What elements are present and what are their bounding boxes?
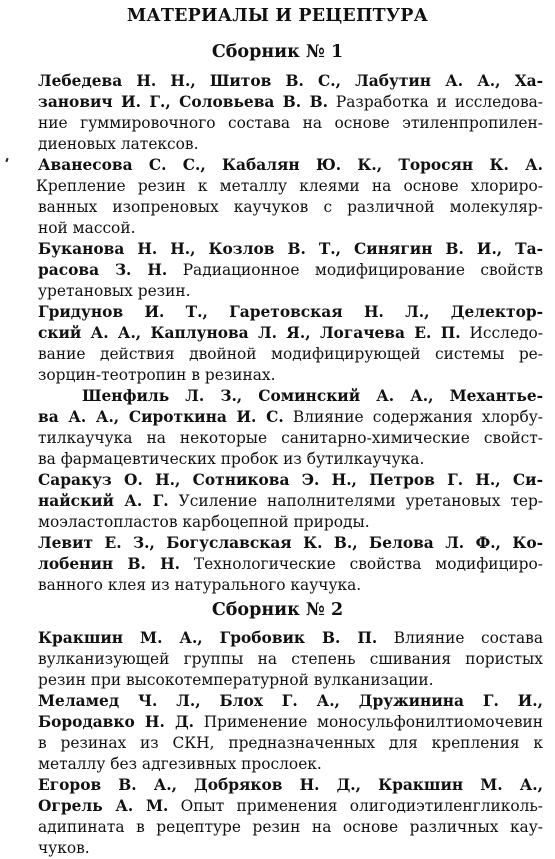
- author-names: Саракуз О. Н., Сотникова Э. Н., Петров Г. Н., Си-: [38, 471, 543, 489]
- paper-title-text: Крепление резин к металлу клеями на основе хлориро-: [36, 177, 543, 195]
- text-line: [38, 197, 543, 218]
- paper-title-text: в резинах из СКН, предназначенных для крепления к: [38, 734, 543, 752]
- author-names: Огрель А. М.: [38, 797, 169, 815]
- text-line: [38, 281, 543, 302]
- text-line: [38, 733, 543, 754]
- paper-title-text: зорцин-теотропин в резинах.: [38, 366, 276, 384]
- author-names: Левит Е. З., Богуславская К. В., Белова Л. Ф., Ко-: [38, 534, 543, 552]
- section-heading: Сборник № 2: [211, 600, 344, 620]
- paper-title-text: Технологические свойства модифициро-: [180, 555, 543, 573]
- paper-title-text: чуков.: [38, 839, 90, 857]
- paper-title-text: Разработка и исследова-: [327, 93, 543, 111]
- paper-title-text: ванных изопреновых каучуков с различной молекуляр-: [38, 198, 543, 216]
- paper-title-text: резин при высокотемпературной вулканизации.: [38, 671, 434, 689]
- text-line: [38, 670, 543, 691]
- paper-title-text: Применение моносульфонилтиомочевин: [194, 713, 543, 731]
- text-line: [38, 449, 543, 470]
- paper-title-text: Влияние состава: [377, 629, 543, 647]
- section-heading: Сборник № 1: [211, 42, 344, 62]
- text-line: [82, 386, 543, 407]
- text-line: [38, 134, 543, 155]
- author-names: Гридунов И. Т., Гаретовская Н. Л., Делектор-: [38, 303, 543, 321]
- author-names: ва А. А., Сироткина И. С.: [38, 408, 284, 426]
- paper-title-text: Радиационное модифицирование свойств: [167, 261, 543, 279]
- author-names: Лебедева Н. Н., Шитов В. С., Лабутин А. А., Ха-: [38, 72, 543, 90]
- author-names: Буканова Н. Н., Козлов В. Т., Синягин В. И., Та-: [38, 240, 543, 258]
- text-line: [38, 796, 543, 817]
- author-names: занович И. Г., Соловьева В. В.: [38, 93, 328, 111]
- paper-title-text: адипината в рецептуре резин на основе различных кау-: [38, 818, 543, 836]
- text-line: [38, 575, 543, 596]
- text-line: [38, 628, 543, 649]
- text-line: [38, 470, 543, 491]
- text-line: [38, 113, 543, 134]
- text-line: [38, 691, 543, 712]
- author-names: Бородавко Н. Д.: [38, 713, 195, 731]
- author-names: Кракшин М. А., Гробовик В. П.: [38, 629, 378, 647]
- text-line: [38, 649, 543, 670]
- text-line: [38, 775, 543, 796]
- text-line: [38, 71, 543, 92]
- paper-title-text: диеновых латексов.: [38, 135, 199, 153]
- text-line: [38, 712, 543, 733]
- paper-title-text: металлу без адгезивных прослоек.: [38, 755, 322, 773]
- paper-title-text: вулканизующей группы на степень сшивания пористых: [38, 650, 543, 668]
- text-line: [38, 754, 543, 775]
- text-line: [38, 239, 543, 260]
- paper-title-text: ной массой.: [38, 219, 136, 237]
- text-line: [38, 428, 543, 449]
- author-names: Егоров В. А., Добряков Н. Д., Кракшин М. А.,: [38, 776, 543, 794]
- paper-title-text: тилкаучука на некоторые санитарно-химические свойст-: [38, 429, 543, 447]
- text-line: [38, 260, 543, 281]
- paper-title-text: уретановых резин.: [38, 282, 191, 300]
- paper-title-text: ва фармацевтических пробок из бутилкаучука.: [38, 450, 425, 468]
- paper-title-text: моэластопластов карбоцепной природы.: [38, 513, 370, 531]
- paper-title-text: Исследо-: [460, 324, 543, 342]
- text-line: [38, 533, 543, 554]
- text-line: [38, 92, 543, 113]
- paper-title-text: Усиление наполнителями уретановых тер-: [168, 492, 543, 510]
- author-names: Шенфиль Л. З., Соминский А. А., Механтье-: [82, 387, 543, 405]
- author-names: найский А. Г.: [38, 492, 169, 510]
- text-line: [38, 512, 543, 533]
- author-names: лобенин В. Н.: [38, 555, 181, 573]
- author-names: ский А. А., Каплунова Л. Я., Логачева Е. П.: [38, 324, 461, 342]
- text-line: [36, 176, 543, 197]
- author-names: расова З. Н.: [38, 261, 168, 279]
- text-line: [38, 838, 543, 859]
- author-names: Меламед Ч. Л., Блох Г. А., Дружинина Г. И.,: [38, 692, 543, 710]
- text-line: [38, 365, 543, 386]
- text-line: [38, 817, 543, 838]
- paper-title-text: Влияние содержания хлорбу-: [283, 408, 543, 426]
- text-line: [38, 302, 543, 323]
- text-line: [38, 554, 543, 575]
- text-line: [38, 155, 543, 176]
- document-title: МАТЕРИАЛЫ И РЕЦЕПТУРА: [126, 6, 429, 26]
- stray-ink-mark: [5, 158, 8, 162]
- paper-title-text: Опыт применения олигодиэтиленгликоль-: [168, 797, 543, 815]
- paper-title-text: ванного клея из натурального каучука.: [38, 576, 362, 594]
- text-line: [38, 491, 543, 512]
- text-line: [38, 407, 543, 428]
- author-names: Аванесова С. С., Кабалян Ю. К., Торосян К. А.: [38, 156, 543, 174]
- paper-title-text: вание действия двойной модифицирующей системы ре-: [38, 345, 543, 363]
- paper-title-text: ние гуммировочного состава на основе этиленпропилен-: [38, 114, 543, 132]
- text-line: [38, 344, 543, 365]
- text-line: [38, 218, 543, 239]
- text-line: [38, 323, 543, 344]
